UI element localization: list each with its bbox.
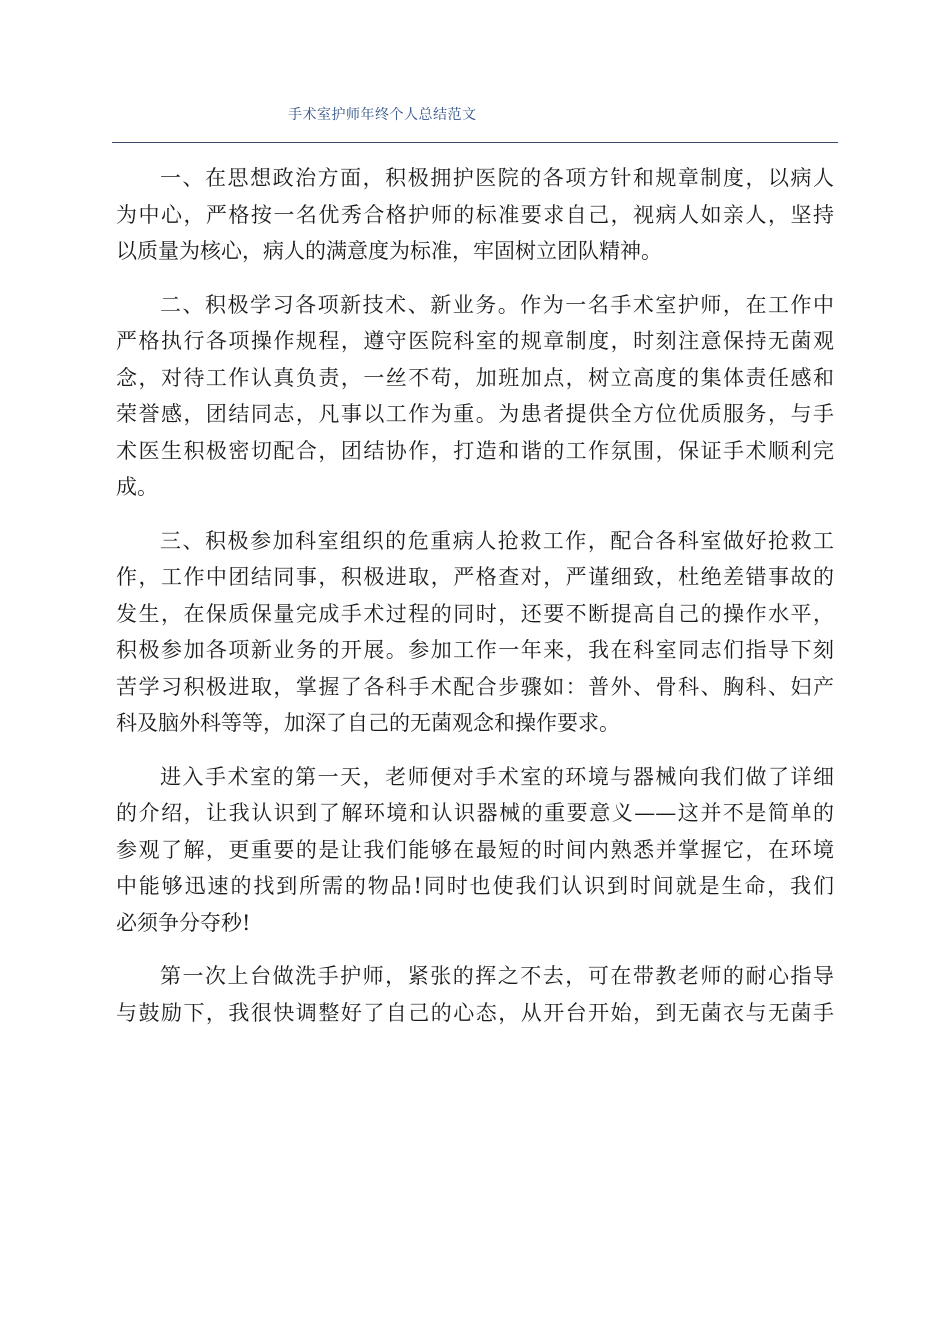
text-line: 成。 xyxy=(116,475,158,499)
text-line: 必须争分夺秒! xyxy=(116,910,251,935)
text-line: 念，对待工作认真负责，一丝不苟，加班加点，树立高度的集体责任感和 xyxy=(116,365,834,390)
paragraph-3 xyxy=(116,523,834,742)
text-line: 科及脑外科等等，加深了自己的无菌观念和操作要求。 xyxy=(116,711,620,735)
text-line: 术医生积极密切配合，团结协作，打造和谐的工作氛围，保证手术顺利完 xyxy=(116,438,834,463)
text-line: 为中心，严格按一名优秀合格护师的标准要求自己，视病人如亲人，坚持 xyxy=(116,202,834,227)
paragraph-1 xyxy=(116,160,834,270)
running-header: 手术室护师年终个人总结范文 xyxy=(288,107,477,123)
document-body xyxy=(116,160,834,1048)
text-line: 与鼓励下，我很快调整好了自己的心态，从开台开始，到无菌衣与无菌手 xyxy=(116,1000,834,1025)
paragraph-5 xyxy=(116,958,834,1031)
text-line: 荣誉感，团结同志，凡事以工作为重。为患者提供全方位优质服务，与手 xyxy=(116,402,834,426)
paragraph-2 xyxy=(116,287,834,506)
text-line: 中能够迅速的找到所需的物品!同时也使我们认识到时间就是生命，我们 xyxy=(116,874,834,898)
text-line: 第一次上台做洗手护师，紧张的挥之不去，可在带教老师的耐心指导 xyxy=(160,964,834,988)
text-line: 参观了解，更重要的是让我们能够在最短的时间内熟悉并掌握它，在环境 xyxy=(116,837,834,862)
text-line: 三、积极参加科室组织的危重病人抢救工作，配合各科室做好抢救工 xyxy=(160,528,834,553)
header-divider xyxy=(112,142,838,143)
text-line: 发生，在保质保量完成手术过程的同时，还要不断提高自己的操作水平， xyxy=(116,601,834,626)
text-line: 一、在思想政治方面，积极拥护医院的各项方针和规章制度，以病人 xyxy=(160,166,834,190)
text-line: 严格执行各项操作规程，遵守医院科室的规章制度，时刻注意保持无菌观 xyxy=(116,329,834,353)
text-line: 作，工作中团结同事，积极进取，严格查对，严谨细致，杜绝差错事故的 xyxy=(116,565,834,589)
text-line: 苦学习积极进取，掌握了各科手术配合步骤如：普外、骨科、胸科、妇产 xyxy=(116,674,834,699)
paragraph-4 xyxy=(116,759,834,942)
text-line: 进入手术室的第一天，老师便对手术室的环境与器械向我们做了详细 xyxy=(160,764,834,789)
text-line: 以质量为核心，病人的满意度为标准，牢固树立团队精神。 xyxy=(116,239,662,263)
text-line: 的介绍，让我认识到了解环境和认识器械的重要意义——这并不是简单的 xyxy=(116,801,834,825)
text-line: 积极参加各项新业务的开展。参加工作一年来，我在科室同志们指导下刻 xyxy=(116,638,834,662)
text-line: 二、积极学习各项新技术、新业务。作为一名手术室护师，在工作中 xyxy=(160,292,834,317)
